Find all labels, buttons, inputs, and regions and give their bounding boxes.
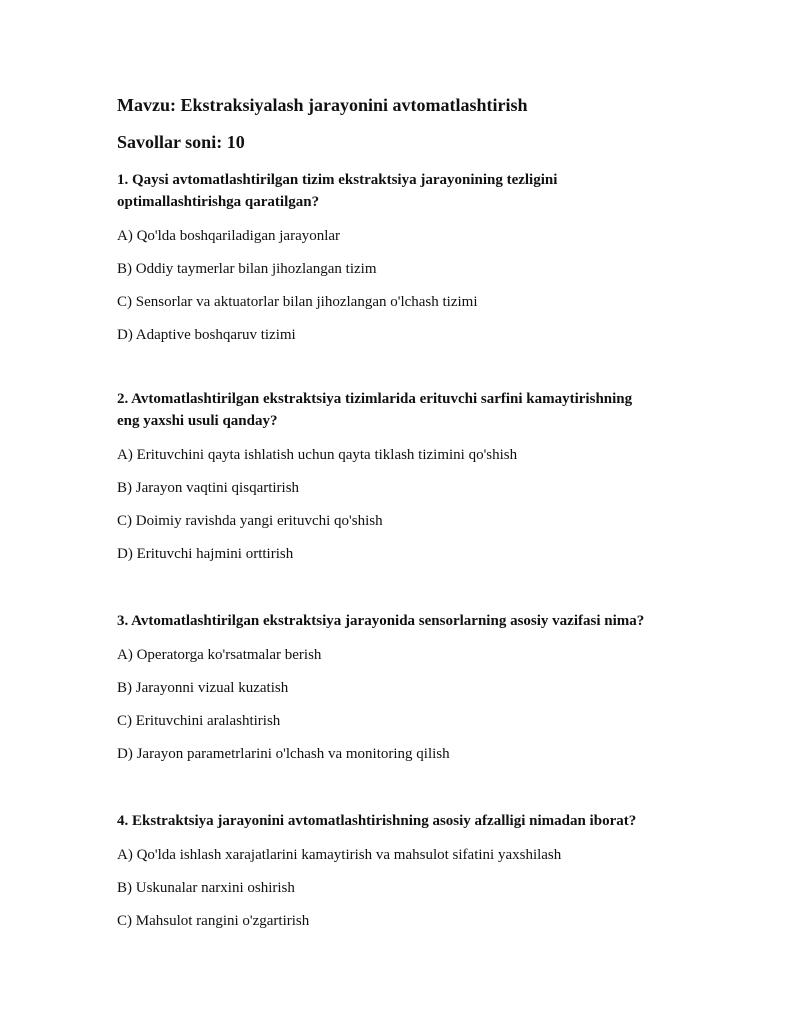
question-block	[117, 810, 697, 931]
answer-option: A) Erituvchini qayta ishlatish uchun qayta tiklash tizimini qo'shish	[117, 447, 518, 463]
question-text-line: 1. Qaysi avtomatlashtirilgan tizim ekstraktsiya jarayonining tezligini	[117, 172, 558, 188]
question-text-line: eng yaxshi usuli qanday?	[117, 413, 278, 429]
question-count: Savollar soni: 10	[117, 132, 245, 152]
question-text-line: 4. Ekstraktsiya jarayonini avtomatlashtirishning asosiy afzalligi nimadan iborat?	[117, 813, 637, 829]
answer-option: A) Operatorga ko'rsatmalar berish	[117, 647, 322, 663]
answer-option: B) Jarayon vaqtini qisqartirish	[117, 480, 300, 496]
answer-option: A) Qo'lda ishlash xarajatlarini kamaytirish va mahsulot sifatini yaxshilash	[117, 847, 562, 863]
question-text-line: optimallashtirishga qaratilgan?	[117, 194, 320, 210]
question-text-line: 2. Avtomatlashtirilgan ekstraktsiya tizimlarida erituvchi sarfini kamaytirishning	[117, 391, 633, 407]
answer-option: B) Oddiy taymerlar bilan jihozlangan tizim	[117, 261, 377, 277]
answer-option: C) Doimiy ravishda yangi erituvchi qo'shish	[117, 513, 383, 529]
answer-option: A) Qo'lda boshqariladigan jarayonlar	[117, 228, 341, 244]
question-block	[117, 169, 697, 345]
answer-option: D) Adaptive boshqaruv tizimi	[117, 327, 296, 343]
question-text	[117, 810, 697, 832]
question-text	[117, 610, 697, 632]
question-block	[117, 610, 697, 764]
document-content	[117, 93, 697, 931]
answer-option: D) Erituvchi hajmini orttirish	[117, 546, 294, 562]
answer-option: B) Jarayonni vizual kuzatish	[117, 680, 289, 696]
document-title: Mavzu: Ekstraksiyalash jarayonini avtomatlashtirish	[117, 95, 528, 115]
answer-option: D) Jarayon parametrlarini o'lchash va monitoring qilish	[117, 746, 450, 762]
question-text	[117, 169, 697, 213]
answer-option: C) Erituvchini aralashtirish	[117, 713, 281, 729]
answer-option: C) Sensorlar va aktuatorlar bilan jihozlangan o'lchash tizimi	[117, 294, 478, 310]
question-block	[117, 388, 697, 564]
answer-option: C) Mahsulot rangini o'zgartirish	[117, 913, 310, 929]
answer-option: B) Uskunalar narxini oshirish	[117, 880, 295, 896]
question-text	[117, 388, 697, 432]
question-text-line: 3. Avtomatlashtirilgan ekstraktsiya jarayonida sensorlarning asosiy vazifasi nima?	[117, 613, 645, 629]
